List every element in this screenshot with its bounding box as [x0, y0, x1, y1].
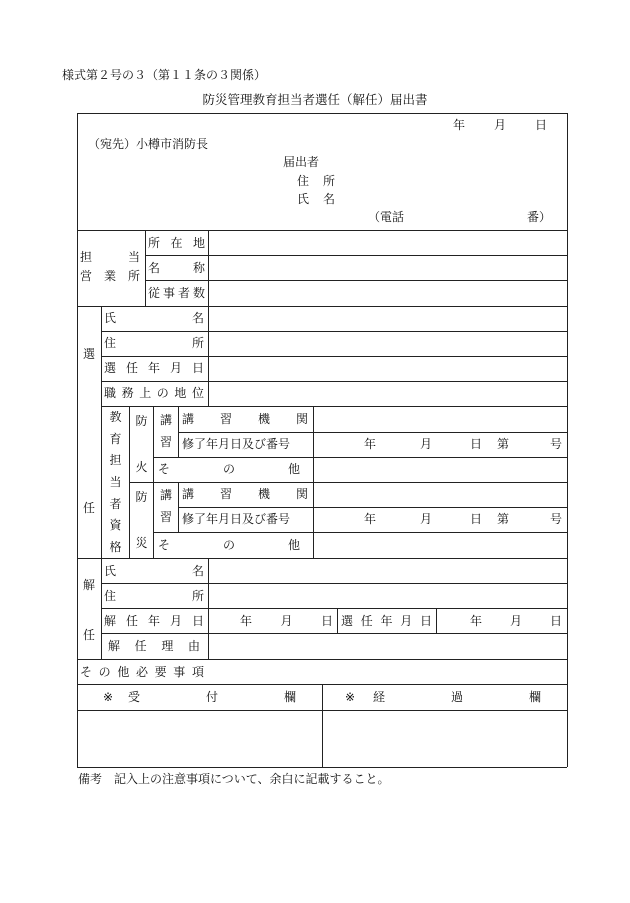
dismissed-address-field[interactable] [209, 584, 566, 608]
appointee-address-label: 住 所 [104, 336, 204, 350]
addressee: （宛先）小樽市消防長 [88, 137, 209, 151]
dismissal-reason-label: 解 任 理 由 [108, 639, 200, 653]
phone-label: （電話 [368, 210, 405, 224]
disaster-institution-label: 講 習 機 関 [182, 487, 308, 501]
dismissal-reason-field[interactable] [209, 634, 566, 658]
office-group-label-top: 担 当 [80, 250, 140, 264]
dismissed-name-field[interactable] [209, 559, 566, 583]
office-name-label: 名 称 [148, 261, 205, 275]
office-employees-field[interactable] [209, 281, 566, 305]
fire-institution-label: 講 習 機 関 [182, 412, 308, 426]
reception-box[interactable] [78, 711, 321, 766]
appointment-date-field[interactable] [209, 357, 566, 381]
notifier-address-label: 住 所 [297, 174, 335, 188]
fire-prevention-label: 防 火 [135, 414, 148, 474]
dismissed-name-label: 氏 名 [104, 564, 204, 578]
notifier-label: 届出者 [283, 155, 320, 169]
fire-institution-field[interactable] [314, 407, 566, 431]
office-employees-label: 従 事 者 数 [148, 286, 205, 300]
appoint-side-label-top: 選 [83, 347, 96, 361]
disaster-institution-field[interactable] [314, 483, 566, 507]
disaster-completion-label: 修了年月日及び番号 [182, 512, 291, 526]
appointee-address-field[interactable] [209, 332, 566, 356]
fire-course-label: 講 習 [159, 413, 172, 449]
fire-other-field[interactable] [314, 458, 566, 482]
disaster-other-label: そ の 他 [158, 538, 300, 552]
dismiss-side-label-top: 解 [83, 578, 96, 592]
fire-completion-label: 修了年月日及び番号 [182, 437, 291, 451]
progress-box[interactable] [323, 711, 566, 766]
appoint-side-label-bottom: 任 [83, 501, 96, 515]
appointee-name-label: 氏 名 [104, 311, 204, 325]
disaster-other-field[interactable] [314, 533, 566, 557]
original-appointment-date-field[interactable]: 年 月 日 [470, 614, 562, 628]
appointment-date-label: 選 任 年 月 日 [104, 361, 204, 375]
office-location-field[interactable] [209, 231, 566, 255]
reception-header: ※ 受 付 欄 [103, 690, 297, 704]
dismissal-date-field[interactable]: 年 月 日 [240, 614, 333, 628]
notifier-name-label: 氏 名 [297, 192, 335, 206]
fire-other-label: そ の 他 [158, 462, 300, 476]
disaster-completion-field[interactable]: 年 月 日 第 号 [364, 512, 563, 526]
date-field[interactable]: 年 月 日 [453, 118, 547, 132]
progress-header: ※ 経 過 欄 [345, 690, 542, 704]
other-matters-field[interactable] [209, 660, 566, 684]
remarks-note: 備考 記入上の注意事項について、余白に記載すること。 [78, 772, 390, 786]
office-location-label: 所 在 地 [148, 236, 205, 250]
disaster-course-label: 講 習 [159, 488, 172, 524]
job-position-field[interactable] [209, 382, 566, 406]
phone-suffix: 番） [527, 210, 552, 224]
appointee-name-field[interactable] [209, 307, 566, 331]
other-matters-label: そ の 他 必 要 事 項 [80, 665, 204, 679]
dismissal-date-label: 解 任 年 月 日 [104, 614, 204, 628]
original-appointment-date-label: 選 任 年 月 日 [341, 614, 432, 628]
dismissed-address-label: 住 所 [104, 589, 204, 603]
dismiss-side-label-bottom: 任 [83, 628, 96, 642]
job-position-label: 職 務 上 の 地 位 [104, 386, 204, 400]
form-number: 様式第２号の３（第１１条の３関係） [62, 68, 267, 82]
form-title: 防災管理教育担当者選任（解任）届出書 [202, 92, 428, 107]
office-name-field[interactable] [209, 256, 566, 280]
fire-completion-field[interactable]: 年 月 日 第 号 [364, 437, 563, 451]
disaster-prevention-label: 防 災 [135, 490, 148, 550]
qualification-label: 教 育 担 当 者 資 格 [109, 410, 122, 554]
office-group-label-bottom: 営 業 所 [80, 269, 140, 283]
